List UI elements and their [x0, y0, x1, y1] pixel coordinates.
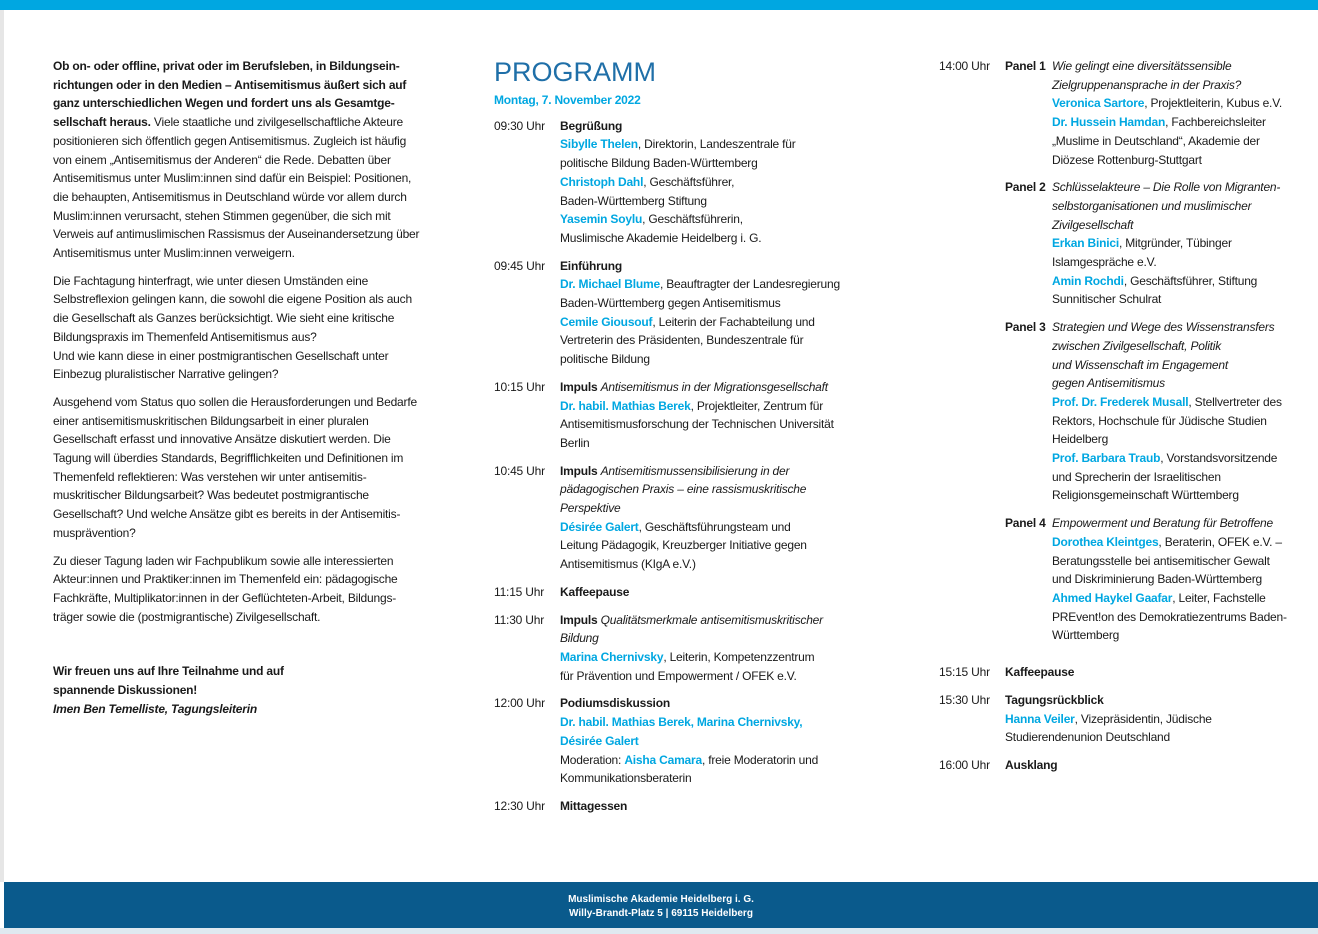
entry-time: 15:30 Uhr — [939, 692, 990, 707]
speaker-name: Erkan Binici — [1052, 236, 1119, 251]
program-entry — [494, 694, 854, 788]
entry-time: 09:30 Uhr — [494, 118, 545, 133]
speaker-name: Christoph Dahl — [560, 174, 644, 189]
intro-paragraph-3: Ausgehend vom Status quo sollen die Herausforderungen und Bedarfe einer antisemitismuskritischen Bildungsarbeit in einer pluralen Gesellschaft erfasst und innovative Ansätze diskutiert werden. Die Tagung will überdies Standards, Begrifflichkeiten und Definitionen im Themenfeld reflektieren: Was verstehen wir unter antisemitismuskritischer Bildungsarbeit? Was bedeutet postmigrantische Gesellschaft? Und welche Ansätze gibt es bereits in der Antisemitismusprävention? — [53, 394, 417, 540]
program-entry — [494, 797, 854, 816]
speaker-role: Studierendenunion Deutschland — [1005, 730, 1170, 745]
entry-time: 12:30 Uhr — [494, 798, 545, 813]
entry-label: Impuls — [560, 463, 598, 478]
speaker-role: Antisemitismusforschung der Technischen Universität — [560, 417, 834, 432]
speaker-role: , Geschäftsführer, Stiftung — [1123, 273, 1258, 288]
speaker-role: Antisemitismus (KIgA e.V.) — [560, 557, 696, 572]
program-entry — [494, 611, 854, 686]
closing-text — [53, 662, 421, 718]
speaker-role: , Stellvertreter des — [1188, 394, 1282, 409]
speaker-role: Diözese Rottenburg-Stuttgart — [1052, 152, 1202, 167]
speaker-name: Ahmed Haykel Gaafar — [1052, 590, 1173, 605]
program-date: Montag, 7. November 2022 — [494, 93, 641, 107]
entry-label: Ausklang — [1005, 757, 1058, 772]
speaker-name: Marina Chernivsky — [560, 649, 664, 664]
speaker-role: , Mitgründer, Tübinger — [1118, 236, 1232, 251]
intro-p2-text: Die Fachtagung hinterfragt, wie unter diesen Umständen eine Selbstreflexion gelingen kann, die sowohl die eigene Position als auch die Gesellschaft als Ganzes berücksichtigt. Wie sieht eine kritische Bildungspraxis im Themenfeld Antisemitismus aus? — [53, 273, 412, 344]
panel-title: Schlüsselakteure – Die Rolle von Migranten- — [1052, 180, 1281, 195]
entry-time: 14:00 Uhr — [939, 59, 990, 73]
speaker-role: politische Bildung Baden-Württemberg — [560, 156, 758, 171]
intro-body: Viele staatliche und zivilgesellschaftliche Akteure positionieren sich öffentlich gegen Antisemitismus. Zugleich ist häufig von einem „Antisemitismus der Anderen“ die Rede. Debatten über Antisemitismus unter Muslim:innen sind dafür ein Beispiel: Positionen, die behaupten, Antisemitismus in Deutschland würde vor allem durch Muslim:innen verursacht, stehen Stimmen gegenüber, die sich mit Verweis auf antimuslimischen Rassismus der Auseinandersetzung über Antisemitismus unter Muslim:innen verweigern. — [53, 115, 420, 261]
program-column — [494, 57, 854, 825]
speaker-role: und Sprecherin der Israelitischen — [1052, 469, 1221, 484]
entry-time: 16:00 Uhr — [939, 757, 990, 772]
speaker-name: Veronica Sartore — [1052, 96, 1145, 111]
panel-label: Panel 2 — [1005, 180, 1046, 195]
closing-line-1: Wir freuen uns auf Ihre Teilnahme und auf — [53, 664, 284, 679]
entry-topic: Perspektive — [560, 501, 621, 516]
program-entry — [494, 378, 854, 453]
panel-title: zwischen Zivilgesellschaft, Politik — [1052, 338, 1222, 353]
program-entry — [494, 117, 854, 248]
entry-label: Kaffeepause — [560, 584, 630, 599]
entry-topic: Qualitätsmerkmale antisemitismuskritischer — [600, 612, 823, 627]
speaker-role: Heidelberg — [1052, 432, 1109, 447]
speaker-role: , Leiterin der Fachabteilung und — [652, 314, 815, 329]
speaker-role: Baden-Württemberg Stiftung — [560, 193, 707, 208]
entry-label: Kaffeepause — [1005, 665, 1075, 680]
speaker-name: Dorothea Kleintges — [1052, 534, 1159, 549]
entry-topic: Antisemitismussensibilisierung in der — [600, 463, 790, 478]
speaker-role: Berlin — [560, 435, 590, 450]
panel-label: Panel 4 — [1005, 516, 1046, 531]
intro-p2b-text: Und wie kann diese in einer postmigrantischen Gesellschaft unter Einbezug pluralistischer Narrative gelingen? — [53, 348, 389, 382]
speaker-role: , Leiter, Fachstelle — [1172, 590, 1266, 605]
speaker-role: PREvent!on des Demokratiezentrums Baden- — [1052, 609, 1287, 624]
entry-label: Podiumsdiskussion — [560, 696, 670, 711]
speaker-role: Leitung Pädagogik, Kreuzberger Initiative gegen — [560, 538, 807, 553]
speaker-role: , Leiterin, Kompetenzzentrum — [663, 649, 815, 664]
panel-label: Panel 3 — [1005, 320, 1046, 335]
entry-time: 11:30 Uhr — [494, 612, 545, 627]
entry-label: Einführung — [560, 258, 622, 273]
panel-label: Panel 1 — [1005, 59, 1046, 73]
speaker-name: Hanna Veiler — [1005, 711, 1075, 726]
speaker-role: , Beraterin, OFEK e.V. – — [1158, 534, 1282, 549]
entry-time: 11:15 Uhr — [494, 584, 545, 599]
entry-label: Mittagessen — [560, 798, 628, 813]
speaker-role: , Geschäftsführerin, — [642, 212, 743, 227]
panels-block — [939, 57, 1291, 654]
speaker-role: für Prävention und Empowerment / OFEK e.V. — [560, 668, 797, 683]
speaker-role: und Diskriminierung Baden-Württemberg — [1052, 572, 1263, 587]
panel-title: und Wissenschaft im Engagement — [1052, 357, 1228, 372]
speaker-role: , Beauftragter der Landesregierung — [659, 277, 840, 292]
speaker-role: Muslimische Akademie Heidelberg i. G. — [560, 230, 762, 245]
speaker-role: Islamgespräche e.V. — [1052, 255, 1157, 270]
speaker-name: Amin Rochdi — [1052, 273, 1124, 288]
bottom-strip — [0, 928, 1318, 934]
panel-title: Wie gelingt eine diversitätssensible — [1052, 59, 1232, 73]
speaker-role: Vertreterin des Präsidenten, Bundeszentrale für — [560, 333, 804, 348]
footer-organization: Muslimische Akademie Heidelberg i. G. — [568, 894, 754, 905]
speaker-role: , Vizepräsidentin, Jüdische — [1074, 711, 1212, 726]
intro-paragraph-4: Zu dieser Tagung laden wir Fachpublikum sowie alle interessierten Akteur:innen und Praktiker:innen im Themenfeld ein: pädagogische Fachkräfte, Multiplikator:innen in der Geflüchteten-Arbeit, Bildungsträger sowie die (postmigrantische) Zivilgesellschaft. — [53, 553, 398, 624]
entry-time: 15:15 Uhr — [939, 665, 990, 680]
speaker-name: Cemile Giousouf — [560, 314, 653, 329]
panel-title: Zivilgesellschaft — [1052, 217, 1134, 232]
program-entry — [494, 583, 854, 602]
speaker-role: , Geschäftsführungsteam und — [638, 519, 791, 534]
program-entry — [939, 663, 1291, 682]
signature: Imen Ben Temelliste, Tagungsleiterin — [53, 701, 257, 716]
entry-time: 10:45 Uhr — [494, 463, 545, 478]
panel-title: selbstorganisationen und muslimischer — [1052, 198, 1252, 213]
speaker-name: Dr. Hussein Hamdan — [1052, 115, 1166, 130]
panel-2 — [1005, 178, 1291, 309]
top-accent-bar — [0, 0, 1318, 10]
intro-lead: Ob on- oder offline, privat oder im Berufsleben, in Bildungseinrichtungen oder in den Medien – Antisemitismus äußert sich auf ganz unterschiedlichen Wegen und fordert uns als Gesamtgesellschaft heraus. — [53, 59, 407, 130]
entry-topic: Antisemitismus in der Migrationsgesellschaft — [600, 379, 828, 394]
program-entry — [494, 257, 854, 369]
speaker-name: Prof. Barbara Traub — [1052, 451, 1161, 466]
entry-label: Impuls — [560, 612, 598, 627]
speaker-role: Religionsgemeinschaft Württemberg — [1052, 488, 1239, 503]
speaker-role: Sunnitischer Schulrat — [1052, 292, 1162, 307]
panel-1 — [1005, 57, 1291, 169]
speaker-role: , Geschäftsführer, — [643, 174, 735, 189]
speaker-name: Yasemin Soylu — [560, 212, 643, 227]
speaker-role: , Vorstandsvorsitzende — [1160, 451, 1278, 466]
entry-time: 12:00 Uhr — [494, 696, 545, 711]
entry-label: Impuls — [560, 379, 598, 394]
entry-label: Begrüßung — [560, 118, 623, 133]
speaker-role: , Fachbereichsleiter — [1165, 115, 1266, 130]
speaker-name: Dr. habil. Mathias Berek — [560, 398, 691, 413]
panel-4 — [1005, 514, 1291, 645]
program-title: PROGRAMM — [494, 57, 656, 87]
entry-time: 10:15 Uhr — [494, 379, 545, 394]
speaker-role: , Projektleiter, Zentrum für — [690, 398, 824, 413]
speaker-role: Beratungsstelle bei antisemitischer Gewalt — [1052, 553, 1270, 568]
speaker-name: Prof. Dr. Frederek Musall — [1052, 394, 1189, 409]
moderation-label: Moderation: — [560, 752, 625, 767]
intro-paragraph-1 — [53, 57, 421, 263]
page-left-edge — [0, 10, 4, 882]
speaker-role: Baden-Württemberg gegen Antisemitismus — [560, 296, 781, 311]
panel-title: Zielgruppenansprache in der Praxis? — [1052, 77, 1242, 92]
speaker-role: Rektors, Hochschule für Jüdische Studien — [1052, 413, 1267, 428]
speaker-name: Désirée Galert — [560, 519, 639, 534]
speaker-name: Désirée Galert — [560, 733, 639, 748]
panel-title: gegen Antisemitismus — [1052, 376, 1165, 391]
entry-label: Tagungsrückblick — [1005, 692, 1104, 707]
speaker-role: Kommunikationsberaterin — [560, 771, 692, 786]
entry-topic: pädagogischen Praxis – eine rassismuskritische — [560, 482, 807, 497]
speaker-name: Sibylle Thelen — [560, 137, 638, 152]
panel-title: Strategien und Wege des Wissenstransfers — [1052, 320, 1275, 335]
afternoon-column — [939, 57, 1291, 784]
entry-time: 09:45 Uhr — [494, 258, 545, 273]
speaker-role: politische Bildung — [560, 352, 650, 367]
speaker-role: , freie Moderatorin und — [701, 752, 819, 767]
program-entry — [494, 462, 854, 574]
speaker-name: Aisha Camara — [624, 752, 702, 767]
intro-paragraph-2 — [53, 272, 421, 384]
panel-title: Empowerment und Beratung für Betroffene — [1052, 516, 1273, 531]
speaker-name: Dr. Michael Blume — [560, 277, 660, 292]
intro-column — [53, 57, 421, 719]
speaker-name: Dr. habil. Mathias Berek, Marina Chernivsky, — [560, 715, 803, 730]
footer-bar — [4, 882, 1318, 928]
speaker-role: , Direktorin, Landeszentrale für — [637, 137, 796, 152]
speaker-role: „Muslime in Deutschland“, Akademie der — [1052, 133, 1260, 148]
speaker-role: , Projektleiterin, Kubus e.V. — [1144, 96, 1283, 111]
speaker-role: Württemberg — [1052, 628, 1120, 643]
panel-3 — [1005, 318, 1291, 505]
program-entry — [939, 756, 1291, 775]
footer-address: Willy-Brandt-Platz 5 | 69115 Heidelberg — [569, 908, 753, 919]
entry-topic: Bildung — [560, 631, 599, 646]
program-entry — [939, 691, 1291, 747]
closing-line-2: spannende Diskussionen! — [53, 683, 198, 698]
